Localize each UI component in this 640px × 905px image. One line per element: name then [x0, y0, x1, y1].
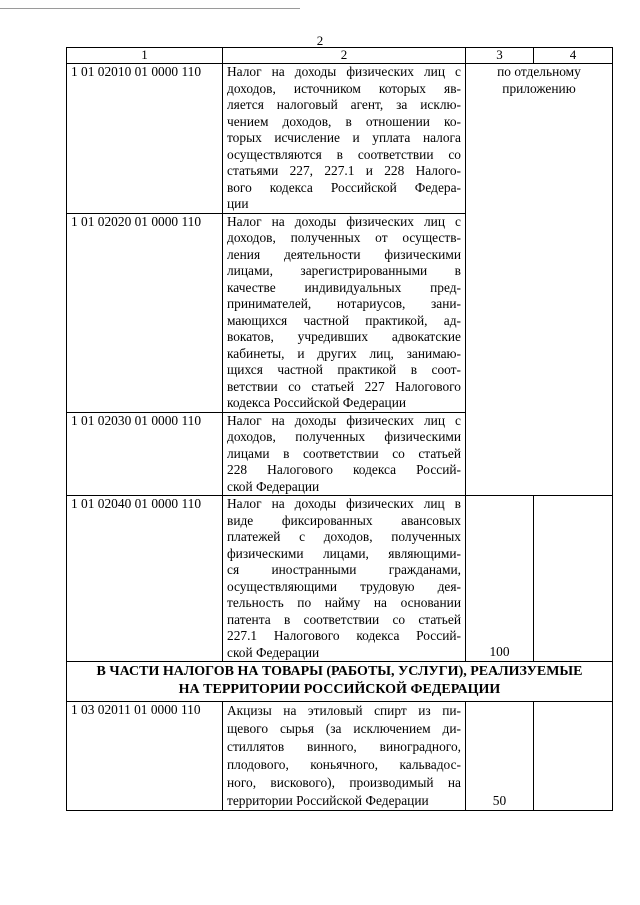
row-code: 1 01 02010 01 0000 110 [67, 64, 223, 214]
description-line: кабинеты, и других лиц, занимаю- [227, 345, 461, 361]
description-line: ного, вискового), производимый на [227, 775, 461, 790]
header-col-3: 3 [466, 48, 534, 64]
description-line: Налог на доходы физических лиц с [227, 64, 461, 79]
description-line: осуществляющими трудовую дея- [227, 578, 461, 594]
description-line: Акцизы на этиловый спирт из пи- [227, 703, 461, 718]
top-rule [0, 8, 300, 9]
description-line: платежей с доходов, полученных [227, 529, 461, 544]
description-line: 228 Налогового кодекса Россий- [227, 462, 461, 477]
description-line: ской Федерации [227, 644, 320, 660]
description-line: статьями 227, 227.1 и 228 Налого- [227, 163, 461, 178]
table-row [67, 64, 613, 214]
description-line: патента в соответствии со статьей [227, 611, 461, 627]
header-col-1: 1 [67, 48, 223, 64]
description-line: ляется налоговый агент, за исклю- [227, 97, 461, 112]
row-description [223, 64, 466, 214]
description-line: тельность по найму на основании [227, 595, 461, 610]
description-line: принимателей, нотариусов, зани- [227, 296, 461, 311]
description-line: осуществляются в соответствии со [227, 146, 461, 162]
header-col-2: 2 [223, 48, 466, 64]
description-line: стиллятов винного, виноградного, [227, 739, 461, 754]
description-line: Налог на доходы физических лиц с [227, 412, 461, 428]
description-line: вого кодекса Российской Федера- [227, 179, 461, 195]
description-line: чением доходов, в отношении ко- [227, 113, 461, 129]
section-heading-row [67, 662, 613, 702]
description-line: торых исчисление и уплата налога [227, 130, 461, 145]
table-header-row [67, 48, 613, 64]
description-line: ской Федерации [227, 478, 320, 494]
description-line: лицами, зарегистрированными в [227, 263, 461, 278]
description-line: ветствии со статьей 227 Налогового [227, 378, 461, 394]
separate-appendix-note: по отдельному приложению [466, 64, 613, 496]
description-line: 227.1 Налогового кодекса Россий- [227, 628, 461, 643]
row-value: 50 [466, 702, 534, 811]
description-line: доходов, полученных от осуществ- [227, 230, 461, 245]
description-line: виде фиксированных авансовых [227, 512, 461, 528]
description-line: территории Российской Федерации [227, 793, 429, 808]
table-row [67, 702, 613, 811]
row-description [223, 213, 466, 412]
description-line: Налог на доходы физических лиц с [227, 213, 461, 229]
description-line: щихся частной практикой в соот- [227, 362, 461, 377]
description-line: лицами в соответствии со статьей [227, 445, 461, 461]
row-description [223, 496, 466, 662]
description-line: Налог на доходы физических лиц в [227, 496, 461, 511]
description-line: качестве индивидуальных пред- [227, 279, 461, 295]
description-line: плодового, коньячного, кальвадос- [227, 757, 461, 772]
row-col4 [534, 702, 613, 811]
section-heading-line: НА ТЕРРИТОРИИ РОССИЙСКОЙ ФЕДЕРАЦИИ [178, 682, 501, 697]
description-line: доходов, источником которых яв- [227, 80, 461, 96]
section-heading-line: В ЧАСТИ НАЛОГОВ НА ТОВАРЫ (РАБОТЫ, УСЛУГИ), РЕАЛИЗУЕМЫЕ [96, 664, 583, 679]
row-col4 [534, 496, 613, 662]
row-description [223, 702, 466, 811]
description-line: вокатов, учредивших адвокатские [227, 329, 461, 344]
section-heading [67, 662, 613, 702]
description-line: кодекса Российской Федерации [227, 395, 407, 410]
description-line: ся иностранными гражданами, [227, 562, 461, 577]
row-description [223, 412, 466, 496]
description-line: мающихся частной практикой, ад- [227, 312, 461, 328]
row-code: 1 01 02040 01 0000 110 [67, 496, 223, 662]
row-code: 1 01 02030 01 0000 110 [67, 412, 223, 496]
description-line: доходов, полученных физическими [227, 429, 461, 444]
description-line: ции [227, 196, 249, 211]
page-number: 2 [316, 33, 324, 48]
description-line: физическими лицами, являющими- [227, 545, 461, 561]
header-col-4: 4 [534, 48, 613, 64]
row-code: 1 01 02020 01 0000 110 [67, 213, 223, 412]
income-codes-table [66, 47, 613, 811]
row-code: 1 03 02011 01 0000 110 [67, 702, 223, 811]
description-line: ления деятельности физическими [227, 246, 461, 262]
table-row [67, 496, 613, 662]
row-value: 100 [466, 496, 534, 662]
description-line: щевого сырья (за исключением ди- [227, 721, 461, 736]
